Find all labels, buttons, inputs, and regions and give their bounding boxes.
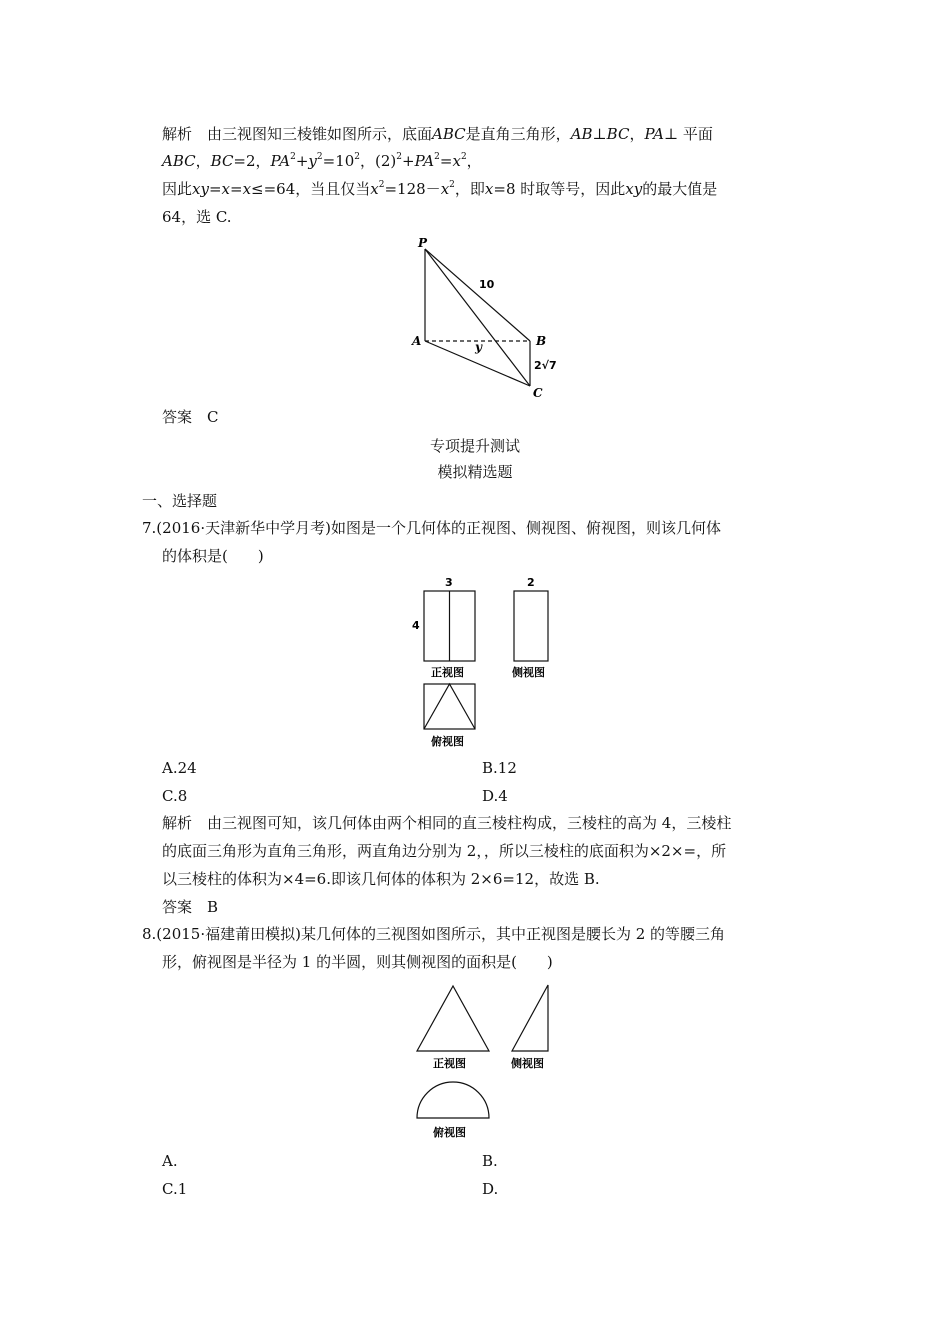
- analysis-label: 解析: [162, 125, 193, 143]
- q7-label-side: 侧视图: [512, 666, 545, 679]
- text: 是直角三角形，: [465, 125, 571, 143]
- q7-dim-front-width: 3: [445, 576, 453, 589]
- analysis-1-line-2: [162, 151, 482, 171]
- text: =: [230, 180, 243, 198]
- math: x: [440, 180, 450, 198]
- text: +: [402, 152, 415, 170]
- q8-label-top: 俯视图: [433, 1126, 466, 1139]
- superscript: 2: [378, 180, 385, 190]
- text: =128－: [384, 180, 441, 198]
- q8-top-view-semicircle: [417, 1082, 489, 1118]
- text: ≤=64，当且仅当: [251, 180, 371, 198]
- superscript: 2: [354, 152, 361, 162]
- math: x: [242, 180, 252, 198]
- text: =10: [322, 152, 355, 170]
- text: +: [295, 152, 309, 170]
- q7-dim-side-width: 2: [527, 576, 535, 589]
- q7-top-view-lines: [424, 684, 475, 729]
- math: x: [452, 152, 461, 170]
- text: 因此: [162, 180, 193, 198]
- q8-label-side: 侧视图: [511, 1057, 544, 1070]
- analysis-1-line-1: [162, 124, 713, 144]
- text: 的最大值是: [642, 180, 718, 198]
- math: x: [370, 180, 379, 198]
- part-heading: 一、选择题: [142, 492, 218, 510]
- q8-label-front: 正视图: [433, 1057, 466, 1070]
- superscript: 2: [434, 152, 440, 162]
- math: ⊥: [592, 125, 607, 143]
- text: =2，: [233, 152, 271, 170]
- text: ，: [629, 125, 645, 143]
- q7-answer: 答案 B: [162, 898, 219, 916]
- math: PA: [644, 125, 665, 143]
- vertex-a-label: A: [412, 334, 422, 348]
- superscript: 2: [460, 152, 467, 162]
- vertex-c-label: C: [533, 386, 543, 400]
- section-subtitle: 模拟精选题: [437, 463, 513, 481]
- math: PA: [270, 152, 291, 170]
- superscript: 2: [396, 152, 403, 162]
- vertex-p-label: P: [418, 236, 428, 250]
- q7-dim-height: 4: [412, 619, 420, 632]
- text: ⊥ 平面: [664, 125, 713, 143]
- q8-line-1: 8.(2015·福建莆田模拟)某几何体的三视图如图所示，其中正视图是腰长为 2 的等腰三角: [142, 925, 726, 943]
- math: xy: [625, 180, 643, 198]
- text: =8 时取等号，因此: [493, 180, 626, 198]
- math: BC: [210, 152, 234, 170]
- text: ，即: [454, 180, 485, 198]
- q7-option-d[interactable]: D.4: [482, 787, 508, 805]
- math: x: [221, 180, 230, 198]
- superscript: 2: [449, 180, 455, 190]
- section-title: 专项提升测试: [429, 437, 520, 455]
- math: AB: [570, 125, 593, 143]
- q7-option-c[interactable]: C.8: [162, 787, 188, 805]
- vertex-b-label: B: [536, 334, 547, 348]
- q7-line-2: 的体积是( ): [162, 547, 264, 565]
- edge-pb: [425, 249, 530, 341]
- q8-option-d[interactable]: D.: [482, 1180, 499, 1198]
- q7-top-view-rect: [424, 684, 475, 729]
- superscript: 2: [316, 152, 323, 162]
- q7-label-front: 正视图: [431, 666, 464, 679]
- math: BC: [606, 125, 630, 143]
- q8-line-2: 形，俯视图是半径为 1 的半圆，则其侧视图的面积是( ): [162, 953, 553, 971]
- superscript: 2: [290, 152, 296, 162]
- answer-1: 答案 C: [162, 408, 219, 426]
- math: ABC: [432, 125, 466, 143]
- q7-side-view-rect: [514, 591, 548, 661]
- text: ，(2): [360, 152, 397, 170]
- q8-option-b[interactable]: B.: [482, 1152, 498, 1170]
- q8-front-view-triangle: [417, 986, 489, 1051]
- text: ，: [466, 152, 482, 170]
- length-pb-label: 10: [479, 278, 495, 291]
- q7-analysis-line-1: 解析 由三视图可知，该几何体由两个相同的直三棱柱构成，三棱柱的高为 4，三棱柱: [162, 814, 732, 832]
- analysis-1-line-3: [162, 179, 717, 199]
- q7-option-b[interactable]: B.12: [482, 759, 517, 777]
- math: x: [484, 180, 494, 198]
- edge-pc: [425, 249, 530, 386]
- q7-analysis-line-3: 以三棱柱的体积为×4=6.即该几何体的体积为 2×6=12，故选 B.: [162, 870, 600, 888]
- text: ，: [195, 152, 211, 170]
- q7-line-1: 7.(2016·天津新华中学月考)如图是一个几何体的正视图、侧视图、俯视图，则该几何体: [142, 519, 721, 537]
- length-bc-label: 2√7: [534, 359, 557, 372]
- q7-option-a[interactable]: A.24: [162, 759, 197, 777]
- text: =: [208, 180, 222, 198]
- pyramid-edges: [425, 249, 530, 386]
- math: PA: [414, 152, 435, 170]
- q8-three-views-figure: [400, 978, 570, 1144]
- math: xy: [192, 180, 209, 198]
- q7-analysis-line-2: 的底面三角形为直角三角形，两直角边分别为 2，，所以三棱柱的底面积为×2×=，所: [162, 842, 727, 860]
- text: =: [439, 152, 453, 170]
- math: ABC: [162, 152, 196, 170]
- math: y: [308, 152, 317, 170]
- q7-three-views-figure: [400, 574, 570, 754]
- text: 由三视图知三棱锥如图所示，底面: [207, 125, 433, 143]
- pyramid-figure: [400, 235, 570, 405]
- q8-side-view-triangle: [512, 985, 548, 1051]
- q8-option-c[interactable]: C.1: [162, 1180, 188, 1198]
- length-y-label: y: [475, 340, 482, 354]
- analysis-1-line-4: 64，选 C.: [162, 208, 232, 226]
- q7-label-top: 俯视图: [431, 735, 464, 748]
- q8-option-a[interactable]: A.: [162, 1152, 178, 1170]
